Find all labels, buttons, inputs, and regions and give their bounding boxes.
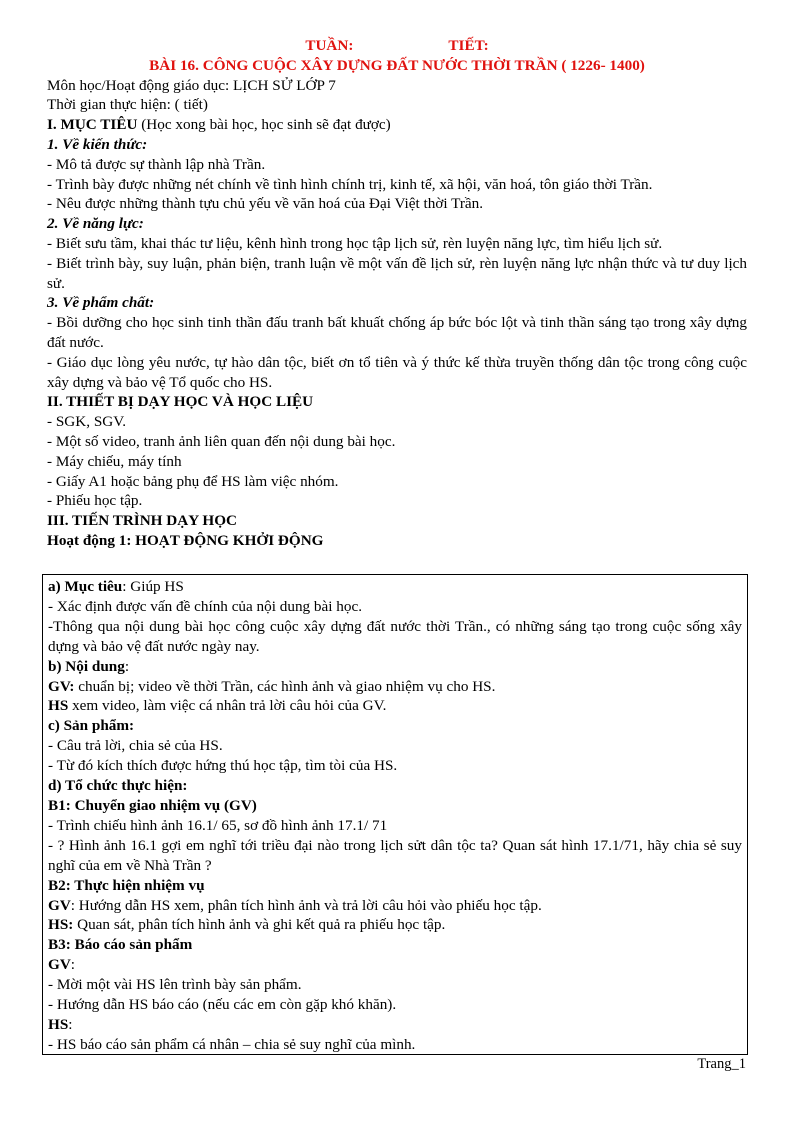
list-item: - Từ đó kích thích được hứng thú học tập, tìm tòi của HS. (48, 757, 398, 775)
list-item: - HS báo cáo sản phẩm cá nhân – chia sẻ suy nghĩ của mình. (48, 1035, 416, 1053)
section-process-heading: III. TIẾN TRÌNH DẠY HỌC (47, 512, 238, 530)
list-item: - SGK, SGV. (47, 413, 127, 431)
section-equipment-heading: II. THIẾT BỊ DẠY HỌC VÀ HỌC LIỆU (47, 393, 314, 411)
list-item: - Xác định được vấn đề chính của nội dung bài học. (48, 597, 363, 615)
product-heading: c) Sản phẩm: (48, 717, 135, 735)
teacher-line: GV: Hướng dẫn HS xem, phân tích hình ảnh và trả lời câu hỏi vào phiếu học tập. (48, 896, 542, 914)
list-item: - Hướng dẫn HS báo cáo (nếu các em còn gặp khó khăn). (48, 996, 397, 1014)
section-objectives-heading: I. MỤC TIÊU (Học xong bài học, học sinh sẽ đạt được) (47, 116, 391, 134)
list-item: - ? Hình ảnh 16.1 gợi em nghĩ tới triều đại nào trong lịch sửt dân tộc ta? Quan sát hình 17.1/71, hãy chia sẻ suy nghĩ của em về Nhà Trần ? (48, 836, 742, 874)
list-item: - Giáo dục lòng yêu nước, tự hào dân tộc, biết ơn tổ tiên và ý thức kế thừa truyền thống dân tộc trong công cuộc xây dựng và bảo vệ Tổ quốc cho HS. (47, 353, 747, 391)
step3-heading: B3: Báo cáo sản phẩm (48, 936, 193, 954)
list-item: -Thông qua nội dung bài học công cuộc xây dựng đất nước thời Trần., có những sáng tạo trong cuộc sống xây dựng và bảo vệ đất nước ngày nay. (48, 617, 742, 655)
duration-line: Thời gian thực hiện: ( tiết) (47, 96, 208, 114)
teacher-line: GV: (48, 956, 76, 974)
student-line: HS xem video, làm việc cá nhân trả lời câu hỏi của GV. (48, 697, 387, 715)
list-item: - Phiếu học tập. (47, 492, 143, 510)
skills-heading: 2. Về năng lực: (47, 215, 144, 233)
step1-heading: B1: Chuyển giao nhiệm vụ (GV) (48, 796, 257, 814)
content-line: b) Nội dung: (48, 657, 130, 675)
knowledge-heading: 1. Về kiến thức: (47, 135, 148, 153)
lesson-title: BÀI 16. CÔNG CUỘC XÂY DỰNG ĐẤT NƯỚC THỜI TRẦN ( 1226- 1400) (149, 56, 645, 74)
subject-line: Môn học/Hoạt động giáo dục: LỊCH SỬ LỚP 7 (47, 76, 336, 94)
list-item: - Trình chiếu hình ảnh 16.1/ 65, sơ đồ hình ảnh 17.1/ 71 (48, 816, 388, 834)
list-item: - Một số video, tranh ảnh liên quan đến nội dung bài học. (47, 432, 396, 450)
list-item: - Giấy A1 hoặc bảng phụ để HS làm việc nhóm. (47, 472, 339, 490)
qualities-heading: 3. Về phẩm chất: (47, 294, 155, 312)
teacher-line: GV: chuẩn bị; video về thời Trần, các hình ảnh và giao nhiệm vụ cho HS. (48, 677, 496, 695)
list-item: - Bồi dưỡng cho học sinh tinh thần đấu tranh bất khuất chống áp bức bóc lột và tinh thần sáng tạo trong xây dựng đất nước. (47, 314, 747, 351)
list-item: - Câu trả lời, chia sẻ của HS. (48, 737, 223, 755)
objective-line: a) Mục tiêu: Giúp HS (48, 578, 184, 595)
list-item: - Biết trình bày, suy luận, phản biện, tranh luận về một vấn đề lịch sử, rèn luyện năng lực nhận thức và tư duy lịch sử. (47, 254, 747, 292)
document-body (47, 36, 747, 551)
period-label: TIẾT: (448, 37, 489, 54)
activity-heading: Hoạt động 1: HOẠT ĐỘNG KHỞI ĐỘNG (47, 531, 324, 549)
organization-heading: d) Tổ chức thực hiện: (48, 777, 188, 795)
page-number: Trang_1 (697, 1056, 746, 1072)
week-label: TUẦN: (305, 37, 354, 54)
activity-box-content (48, 577, 742, 1055)
activity-box (42, 574, 748, 1055)
list-item: - Máy chiếu, máy tính (47, 452, 182, 470)
student-line: HS: Quan sát, phân tích hình ảnh và ghi kết quả ra phiếu học tập. (48, 916, 446, 934)
list-item: - Mời một vài HS lên trình bày sản phẩm. (48, 976, 302, 994)
list-item: - Nêu được những thành tựu chủ yếu về văn hoá của Đại Việt thời Trần. (47, 195, 484, 213)
list-item: - Trình bày được những nét chính về tình hình chính trị, kinh tế, xã hội, văn hoá, tôn giáo thời Trần. (47, 175, 653, 193)
list-item: - Biết sưu tầm, khai thác tư liệu, kênh hình trong học tập lịch sử, rèn luyện năng lực, tìm hiểu lịch sử. (47, 234, 663, 252)
step2-heading: B2: Thực hiện nhiệm vụ (48, 876, 205, 894)
list-item: - Mô tả được sự thành lập nhà Trần. (47, 155, 266, 173)
student-line: HS: (48, 1015, 73, 1033)
lesson-meta-header (47, 36, 747, 56)
